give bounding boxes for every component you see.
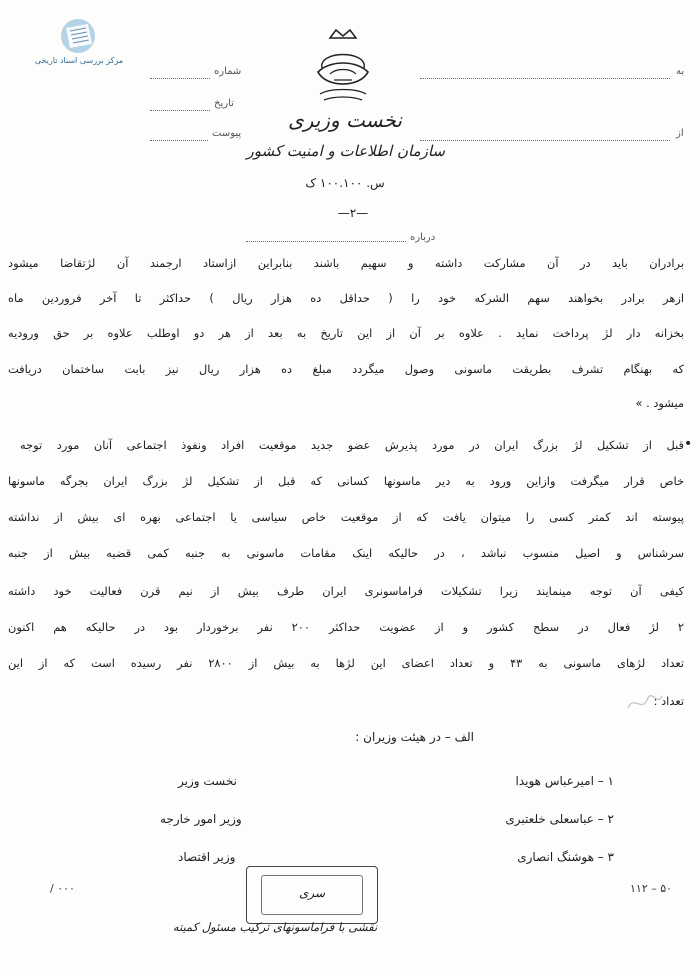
minister-title: وزیر امور خارجه bbox=[160, 812, 242, 826]
to-field-line bbox=[420, 78, 670, 79]
classification-stamp bbox=[246, 866, 378, 924]
number-label: شماره bbox=[214, 66, 242, 77]
lion-sun-crown-icon bbox=[300, 28, 386, 108]
bullet-marker: • bbox=[684, 436, 693, 452]
archive-center-logo-icon bbox=[18, 14, 138, 58]
minister-name: ۱ – امیرعباس هویدا bbox=[515, 774, 614, 788]
minister-name: ۲ – عباسعلی خلعتبری bbox=[505, 812, 614, 826]
from-field-line bbox=[420, 140, 670, 141]
body-line: برادران باید در آن مشارکت داشته و سهیم باشند بنابراین ازاستاد ارجمند آن لژتقاضا میشود bbox=[8, 256, 684, 270]
stamp-text: سری bbox=[298, 886, 326, 900]
body-line: بخزانه دار لژ پرداخت نماید . علاوه بر آن از این تاریخ به بعد از هر دو اوطلب علاوه بر حق ورودیه bbox=[8, 326, 684, 340]
section-heading: الف – در هیئت وزیران : bbox=[355, 730, 474, 744]
body-line: که بهنگام تشرف بطریقت ماسونی وصول میگردد مبلغ ده هزار ریال نیز بابت ساختمان دریافت bbox=[8, 362, 684, 376]
body-line: کیفی آن توجه مینمایند زیرا تشکیلات فراماسونری ایران طرف بیش از نیم قرن فعالیت خود داشته bbox=[8, 584, 684, 598]
body-line: میشود . » bbox=[635, 396, 684, 410]
number-field-line bbox=[150, 78, 210, 79]
archive-watermark bbox=[18, 14, 138, 72]
subject-field-line bbox=[246, 241, 406, 242]
right-reference: ۱۱۲ – ۵۰ bbox=[630, 882, 673, 895]
minister-title: نخست وزیر bbox=[178, 774, 237, 788]
body-line: ازهر برادر بخواهند سهم الشرکه خود را ( حداقل ده هزار ریال ) حداکثر تا آخر فروردین ماه bbox=[8, 291, 684, 305]
minister-title: وزیر اقتصاد bbox=[178, 850, 236, 864]
minister-name: ۳ – هوشنگ انصاری bbox=[517, 850, 614, 864]
body-line: سرشناس و اصیل منسوب نباشد ، در حالیکه اینک مقامات ماسونی به جنبه کمی قضیه بیش از جنبه bbox=[8, 546, 684, 560]
subject-label: درباره bbox=[410, 232, 436, 243]
faint-margin-mark bbox=[624, 688, 664, 716]
stamp-inner-box bbox=[261, 875, 363, 915]
body-line: تعداد لژهای ماسونی به ۴۳ و تعداد اعضای این لژها به بیش از ۲۸۰۰ نفر رسیده است که از این bbox=[8, 656, 684, 670]
to-label: به bbox=[676, 66, 685, 77]
watermark-label: مرکز بررسی اسناد تاریخی bbox=[34, 56, 124, 65]
date-field-line bbox=[150, 110, 210, 111]
attachment-label: پیوست bbox=[212, 128, 242, 139]
from-label: از bbox=[676, 128, 684, 139]
organization-title: سازمان اطلاعات و امنیت کشور bbox=[246, 142, 445, 160]
reference-code: س. ۱۰۰.۱۰۰ ک bbox=[305, 176, 385, 190]
handwritten-note: نقشی با فراماسونهای ترکیب مسئول کمیته bbox=[172, 920, 378, 934]
body-line: تعداد : bbox=[653, 694, 684, 708]
date-label: تاریخ bbox=[214, 98, 234, 109]
left-reference: / ۰۰۰ bbox=[50, 882, 75, 895]
body-line: پیوسته اند کمتر کسی را میتوان یافت که از موقعیت خاص سیاسی یا اجتماعی بهره ای بیش از نداشته bbox=[8, 510, 684, 524]
body-line: خاص قرار میگرفت وازاین ورود به دیر ماسونها کسانی که قبل از تشکیل لژ بزرگ ایران بجرگه ماسونها bbox=[8, 474, 684, 488]
body-line: قبل از تشکیل لژ بزرگ ایران در مورد پذیرش عضو جدید موقعیت افراد ونفوذ اجتماعی آنان مورد توجه bbox=[20, 438, 684, 452]
attachment-field-line bbox=[150, 140, 208, 141]
page-marker: —۲— bbox=[337, 206, 369, 220]
body-line: ۲ لژ فعال در سطح کشور و از عضویت حداکثر ۲۰۰ نفر برخوردار بود در حالیکه هم اکنون bbox=[8, 620, 684, 634]
faint-scribble-icon bbox=[624, 688, 664, 716]
office-title: نخست وزیری bbox=[288, 108, 402, 132]
lion-and-sun-emblem bbox=[300, 28, 386, 108]
